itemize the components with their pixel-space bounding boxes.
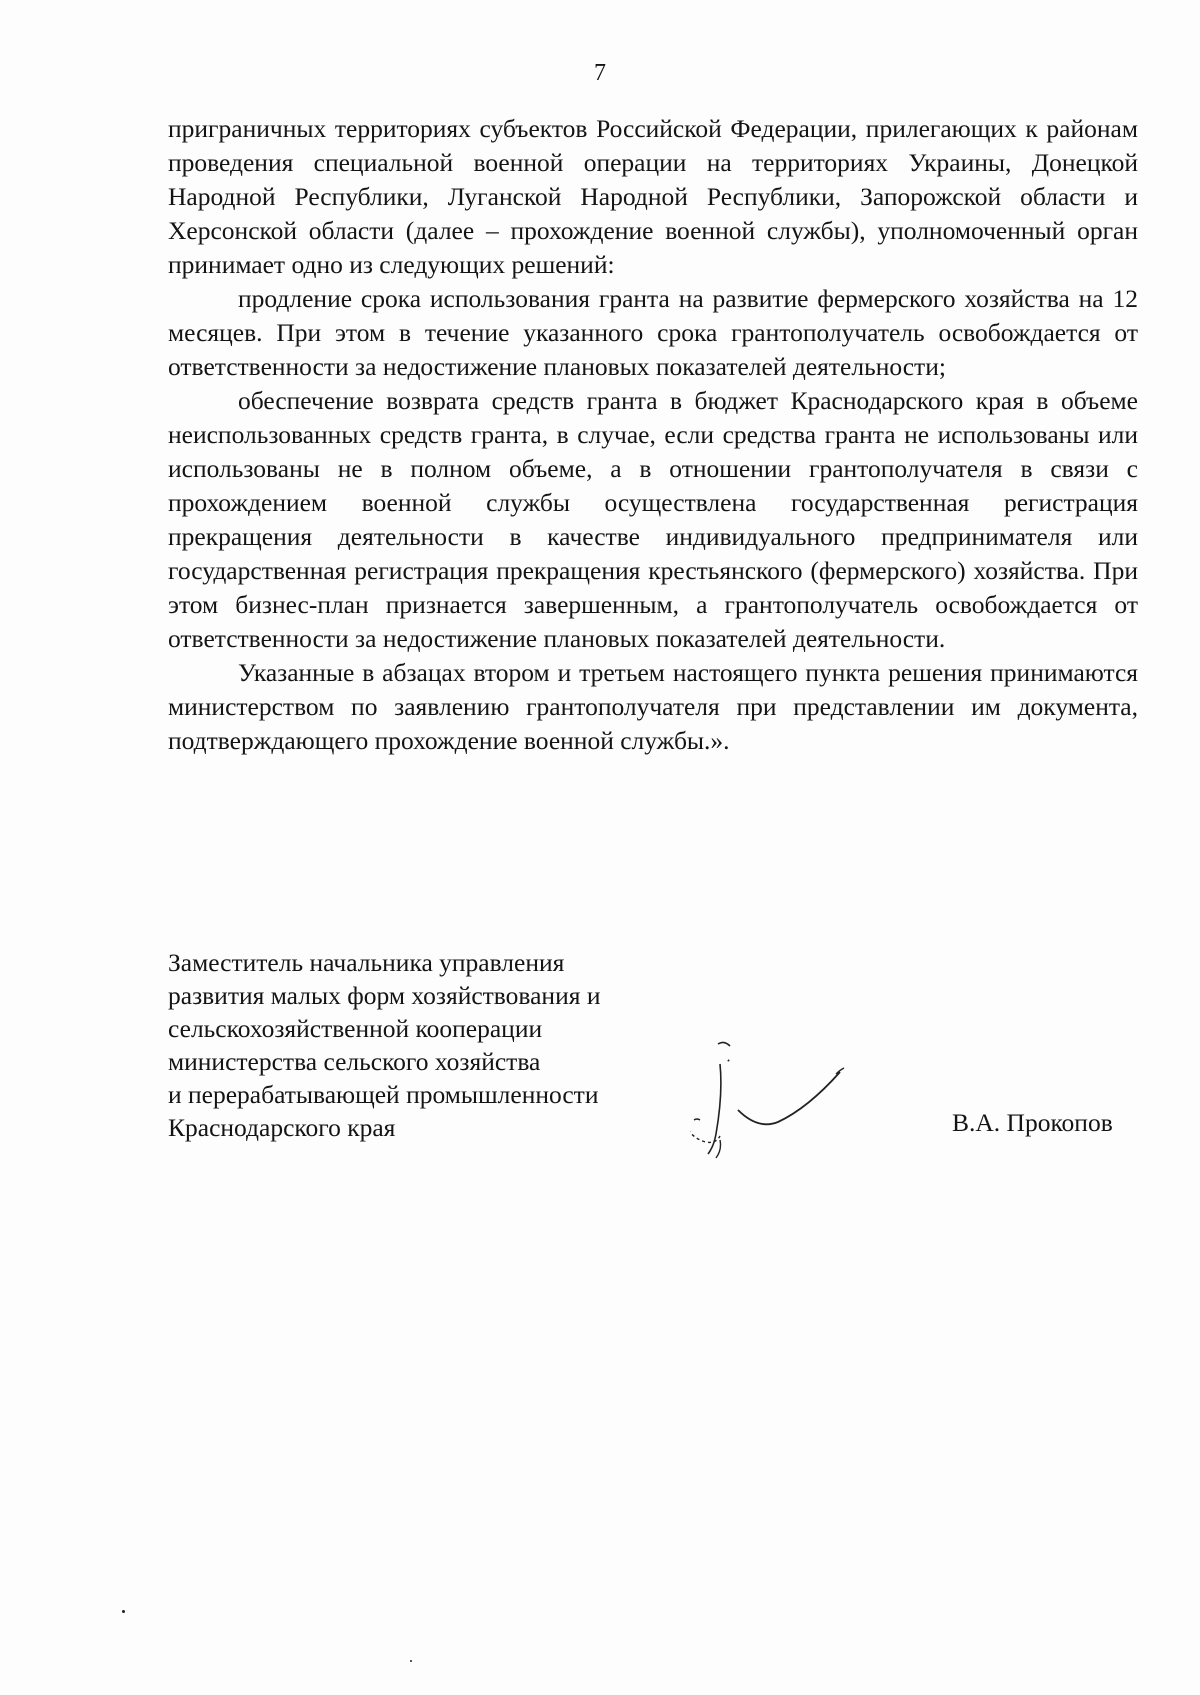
paragraph-grant-extension: продление срока использования гранта на развитие фермерского хозяйства на 12 месяцев. При этом в течение указанного срока грантополучатель освобождается от ответственности за недостижение плановых показателей деятельности; [168,284,1138,381]
page-number: 7 [594,60,606,86]
scan-speck [122,1610,125,1613]
handwritten-signature [690,1040,920,1190]
signatory-title-line: и перерабатывающей промышленности [168,1080,599,1109]
signatory-title-line: Заместитель начальника управления [168,948,565,977]
paragraph-continuation: приграничных территориях субъектов Российской Федерации, прилегающих к районам проведения специальной военной операции на территориях Украины, Донецкой Народной Республики, Луганской Народной Республики, Запорожской области и Херсонской области (далее – прохождение военной службы), уполномоченный орган принимает одно из следующих решений: [168,114,1138,279]
signatory-title-line: Краснодарского края [168,1113,396,1142]
signatory-title-line: сельскохозяйственной кооперации [168,1014,543,1043]
signatory-title-line: развития малых форм хозяйствования и [168,981,601,1010]
document-body [168,112,1138,758]
signatory-title [168,946,768,1144]
paragraph-decision-procedure: Указанные в абзацах втором и третьем настоящего пункта решения принимаются министерством по заявлению грантополучателя при представлении им документа, подтверждающего прохождение военной службы.». [168,658,1138,755]
scan-speck [410,1660,412,1662]
paragraph-grant-return: обеспечение возврата средств гранта в бюджет Краснодарского края в объеме неиспользованных средств гранта, в случае, если средства гранта не использованы или использованы не в полном объеме, а в отношении грантополучателя в связи с прохождением военной службы осуществлена государственная регистрация прекращения деятельности в качестве индивидуального предпринимателя или государственная регистрация прекращения крестьянского (фермерского) хозяйства. При этом бизнес-план признается завершенным, а грантополучатель освобождается от ответственности за недостижение плановых показателей деятельности. [168,386,1138,653]
signer-name: В.А. Прокопов [952,1108,1113,1137]
signatory-title-line: министерства сельского хозяйства [168,1047,541,1076]
